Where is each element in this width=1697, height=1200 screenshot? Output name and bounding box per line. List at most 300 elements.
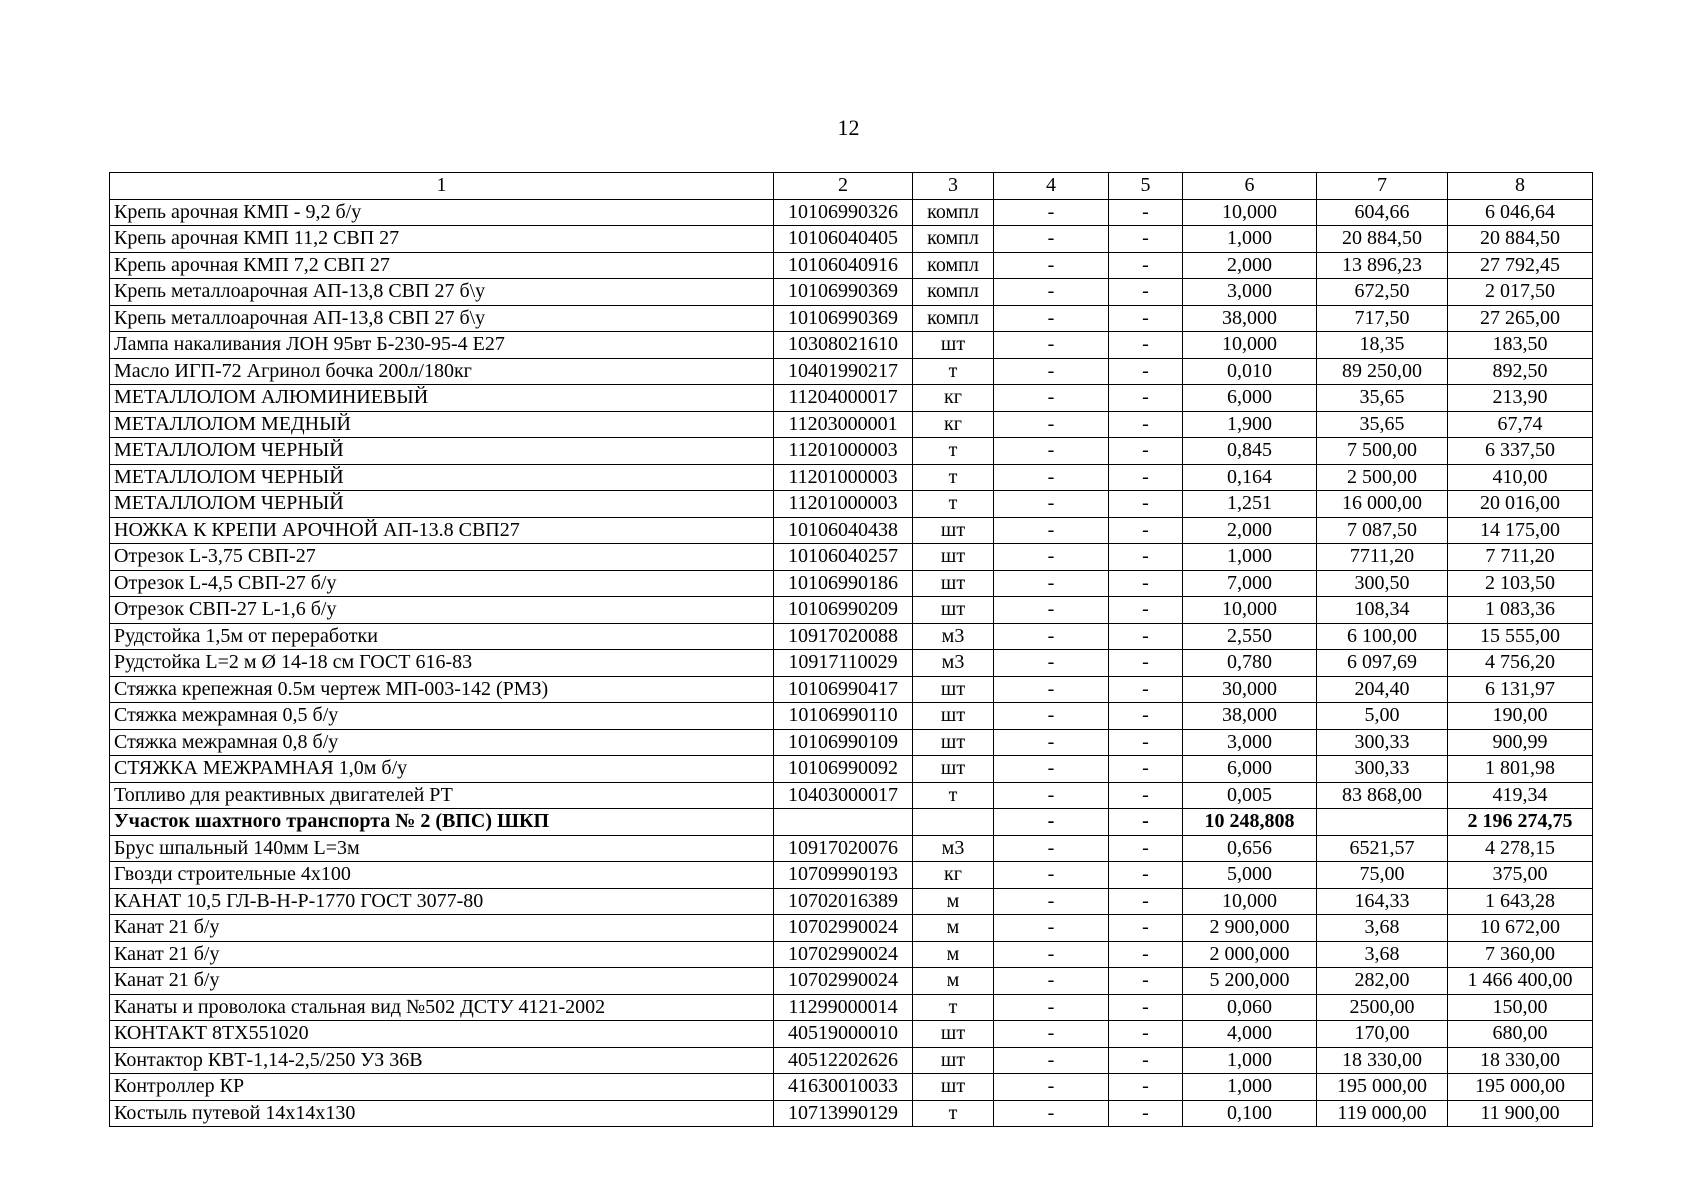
item-code-cell: 10106990109: [774, 729, 913, 756]
item-name-cell: Топливо для реактивных двигателей РТ: [110, 782, 774, 809]
table-row: [110, 915, 1593, 942]
col5-cell: -: [1109, 385, 1183, 412]
quantity-cell: 0,005: [1183, 782, 1317, 809]
item-name-cell: Канаты и проволока стальная вид №502 ДСТУ 4121-2002: [110, 994, 774, 1021]
unit-cell: кг: [913, 411, 994, 438]
unit-cell: шт: [913, 517, 994, 544]
item-name-cell: КОНТАКТ 8ТХ551020: [110, 1021, 774, 1048]
price-cell: 3,68: [1317, 915, 1448, 942]
item-name-cell: МЕТАЛЛОЛОМ АЛЮМИНИЕВЫЙ: [110, 385, 774, 412]
quantity-cell: 6,000: [1183, 756, 1317, 783]
col5-cell: -: [1109, 570, 1183, 597]
item-name-cell: Контактор КВТ-1,14-2,5/250 УЗ 36В: [110, 1047, 774, 1074]
unit-cell: шт: [913, 544, 994, 571]
col4-cell: -: [994, 941, 1109, 968]
item-name-cell: МЕТАЛЛОЛОМ МЕДНЫЙ: [110, 411, 774, 438]
table-row: [110, 888, 1593, 915]
table-row: [110, 305, 1593, 332]
price-cell: [1317, 809, 1448, 836]
table-row: [110, 226, 1593, 253]
sum-cell: 6 337,50: [1448, 438, 1593, 465]
item-name-cell: МЕТАЛЛОЛОМ ЧЕРНЫЙ: [110, 438, 774, 465]
col4-cell: -: [994, 1100, 1109, 1127]
item-name-cell: Масло ИГП-72 Агринол бочка 200л/180кг: [110, 358, 774, 385]
column-header: 3: [913, 173, 994, 200]
col5-cell: -: [1109, 809, 1183, 836]
quantity-cell: 38,000: [1183, 305, 1317, 332]
item-code-cell: 10702016389: [774, 888, 913, 915]
col5-cell: -: [1109, 623, 1183, 650]
quantity-cell: 10,000: [1183, 199, 1317, 226]
item-code-cell: 40512202626: [774, 1047, 913, 1074]
item-name-cell: Крепь арочная КМП - 9,2 б/у: [110, 199, 774, 226]
unit-cell: компл: [913, 252, 994, 279]
sum-cell: 1 643,28: [1448, 888, 1593, 915]
sum-cell: 900,99: [1448, 729, 1593, 756]
item-code-cell: 11299000014: [774, 994, 913, 1021]
sum-cell: 1 083,36: [1448, 597, 1593, 624]
sum-cell: 195 000,00: [1448, 1074, 1593, 1101]
price-cell: 7 087,50: [1317, 517, 1448, 544]
price-cell: 204,40: [1317, 676, 1448, 703]
unit-cell: компл: [913, 305, 994, 332]
item-code-cell: 10106990209: [774, 597, 913, 624]
item-name-cell: Крепь арочная КМП 7,2 СВП 27: [110, 252, 774, 279]
table-row: [110, 1047, 1593, 1074]
unit-cell: шт: [913, 570, 994, 597]
price-cell: 300,33: [1317, 729, 1448, 756]
col4-cell: -: [994, 756, 1109, 783]
col5-cell: -: [1109, 835, 1183, 862]
item-name-cell: МЕТАЛЛОЛОМ ЧЕРНЫЙ: [110, 491, 774, 518]
column-header: 5: [1109, 173, 1183, 200]
sum-cell: 7 360,00: [1448, 941, 1593, 968]
table-row: [110, 438, 1593, 465]
item-name-cell: Крепь металлоарочная АП-13,8 СВП 27 б\у: [110, 305, 774, 332]
price-cell: 3,68: [1317, 941, 1448, 968]
unit-cell: шт: [913, 332, 994, 359]
unit-cell: компл: [913, 226, 994, 253]
sum-cell: 6 131,97: [1448, 676, 1593, 703]
item-code-cell: 10106040405: [774, 226, 913, 253]
unit-cell: шт: [913, 1074, 994, 1101]
item-name-cell: Рудстойка L=2 м Ø 14-18 см ГОСТ 616-83: [110, 650, 774, 677]
item-code-cell: 10403000017: [774, 782, 913, 809]
item-code-cell: 11203000001: [774, 411, 913, 438]
price-cell: 108,34: [1317, 597, 1448, 624]
item-name-cell: СТЯЖКА МЕЖРАМНАЯ 1,0м б/у: [110, 756, 774, 783]
table-row: [110, 703, 1593, 730]
item-name-cell: Контроллер КР: [110, 1074, 774, 1101]
page-number: 12: [837, 115, 860, 140]
quantity-cell: 10,000: [1183, 888, 1317, 915]
item-code-cell: 10106040916: [774, 252, 913, 279]
column-header: 1: [110, 173, 774, 200]
col5-cell: -: [1109, 491, 1183, 518]
section-total-row: [110, 809, 1593, 836]
unit-cell: т: [913, 994, 994, 1021]
table-row: [110, 491, 1593, 518]
col4-cell: -: [994, 862, 1109, 889]
col5-cell: -: [1109, 411, 1183, 438]
unit-cell: м: [913, 968, 994, 995]
quantity-cell: 5 200,000: [1183, 968, 1317, 995]
price-cell: 5,00: [1317, 703, 1448, 730]
sum-cell: 2 103,50: [1448, 570, 1593, 597]
column-header: 4: [994, 173, 1109, 200]
col5-cell: -: [1109, 862, 1183, 889]
column-header: 2: [774, 173, 913, 200]
quantity-cell: 2 900,000: [1183, 915, 1317, 942]
item-name-cell: Канат 21 б/у: [110, 968, 774, 995]
table-row: [110, 994, 1593, 1021]
col5-cell: -: [1109, 1021, 1183, 1048]
sum-cell: 190,00: [1448, 703, 1593, 730]
quantity-cell: 0,100: [1183, 1100, 1317, 1127]
quantity-cell: 0,010: [1183, 358, 1317, 385]
col4-cell: -: [994, 252, 1109, 279]
col4-cell: -: [994, 888, 1109, 915]
col5-cell: -: [1109, 1047, 1183, 1074]
price-cell: 13 896,23: [1317, 252, 1448, 279]
col4-cell: -: [994, 332, 1109, 359]
item-name-cell: Крепь металлоарочная АП-13,8 СВП 27 б\у: [110, 279, 774, 306]
quantity-cell: 1,000: [1183, 544, 1317, 571]
item-code-cell: 11201000003: [774, 438, 913, 465]
quantity-cell: 10,000: [1183, 597, 1317, 624]
price-cell: 717,50: [1317, 305, 1448, 332]
table-row: [110, 835, 1593, 862]
table-row: [110, 1100, 1593, 1127]
quantity-cell: 0,780: [1183, 650, 1317, 677]
item-code-cell: 10106990326: [774, 199, 913, 226]
col5-cell: -: [1109, 279, 1183, 306]
col5-cell: -: [1109, 517, 1183, 544]
item-name-cell: МЕТАЛЛОЛОМ ЧЕРНЫЙ: [110, 464, 774, 491]
item-name-cell: Гвозди строительные 4х100: [110, 862, 774, 889]
quantity-cell: 38,000: [1183, 703, 1317, 730]
item-name-cell: Канат 21 б/у: [110, 915, 774, 942]
col5-cell: -: [1109, 464, 1183, 491]
quantity-cell: 2,000: [1183, 252, 1317, 279]
col4-cell: -: [994, 491, 1109, 518]
sum-cell: 27 265,00: [1448, 305, 1593, 332]
item-name-cell: Лампа накаливания ЛОН 95вт Б-230-95-4 Е27: [110, 332, 774, 359]
sum-cell: 150,00: [1448, 994, 1593, 1021]
sum-cell: 2 017,50: [1448, 279, 1593, 306]
item-name-cell: Участок шахтного транспорта № 2 (ВПС) ШКП: [110, 809, 774, 836]
item-code-cell: 10702990024: [774, 941, 913, 968]
unit-cell: шт: [913, 1021, 994, 1048]
col4-cell: -: [994, 544, 1109, 571]
col5-cell: -: [1109, 676, 1183, 703]
sum-cell: 213,90: [1448, 385, 1593, 412]
col5-cell: -: [1109, 888, 1183, 915]
item-code-cell: 10106990186: [774, 570, 913, 597]
item-name-cell: Отрезок СВП-27 L-1,6 б/у: [110, 597, 774, 624]
col5-cell: -: [1109, 994, 1183, 1021]
col4-cell: -: [994, 968, 1109, 995]
col5-cell: -: [1109, 968, 1183, 995]
unit-cell: шт: [913, 676, 994, 703]
item-code-cell: 40519000010: [774, 1021, 913, 1048]
sum-cell: 20 016,00: [1448, 491, 1593, 518]
item-code-cell: 10106040257: [774, 544, 913, 571]
item-name-cell: Рудстойка 1,5м от переработки: [110, 623, 774, 650]
item-code-cell: 10308021610: [774, 332, 913, 359]
unit-cell: т: [913, 491, 994, 518]
item-code-cell: 10917110029: [774, 650, 913, 677]
col5-cell: -: [1109, 756, 1183, 783]
table-row: [110, 332, 1593, 359]
table-row: [110, 941, 1593, 968]
unit-cell: шт: [913, 1047, 994, 1074]
item-name-cell: Стяжка межрамная 0,5 б/у: [110, 703, 774, 730]
col5-cell: -: [1109, 915, 1183, 942]
quantity-cell: 10 248,808: [1183, 809, 1317, 836]
table-row: [110, 464, 1593, 491]
item-name-cell: КАНАТ 10,5 ГЛ-В-Н-Р-1770 ГОСТ 3077-80: [110, 888, 774, 915]
item-code-cell: 10106040438: [774, 517, 913, 544]
col5-cell: -: [1109, 438, 1183, 465]
sum-cell: 15 555,00: [1448, 623, 1593, 650]
item-code-cell: 10401990217: [774, 358, 913, 385]
table-row: [110, 756, 1593, 783]
sum-cell: 14 175,00: [1448, 517, 1593, 544]
col5-cell: -: [1109, 1100, 1183, 1127]
quantity-cell: 1,900: [1183, 411, 1317, 438]
col5-cell: -: [1109, 782, 1183, 809]
price-cell: 7711,20: [1317, 544, 1448, 571]
unit-cell: м3: [913, 623, 994, 650]
unit-cell: т: [913, 464, 994, 491]
table-body: [110, 173, 1593, 1127]
col4-cell: -: [994, 915, 1109, 942]
col5-cell: -: [1109, 358, 1183, 385]
sum-cell: 4 278,15: [1448, 835, 1593, 862]
quantity-cell: 5,000: [1183, 862, 1317, 889]
quantity-cell: 0,656: [1183, 835, 1317, 862]
item-code-cell: 41630010033: [774, 1074, 913, 1101]
unit-cell: кг: [913, 385, 994, 412]
col5-cell: -: [1109, 941, 1183, 968]
table-row: [110, 385, 1593, 412]
unit-cell: т: [913, 358, 994, 385]
item-name-cell: Брус шпальный 140мм L=3м: [110, 835, 774, 862]
item-code-cell: 11204000017: [774, 385, 913, 412]
price-cell: 2 500,00: [1317, 464, 1448, 491]
quantity-cell: 10,000: [1183, 332, 1317, 359]
sum-cell: 18 330,00: [1448, 1047, 1593, 1074]
quantity-cell: 0,060: [1183, 994, 1317, 1021]
table-row: [110, 782, 1593, 809]
col4-cell: -: [994, 385, 1109, 412]
item-name-cell: Крепь арочная КМП 11,2 СВП 27: [110, 226, 774, 253]
unit-cell: м: [913, 941, 994, 968]
sum-cell: 67,74: [1448, 411, 1593, 438]
price-cell: 282,00: [1317, 968, 1448, 995]
col5-cell: -: [1109, 332, 1183, 359]
unit-cell: шт: [913, 729, 994, 756]
item-code-cell: [774, 809, 913, 836]
col4-cell: -: [994, 1047, 1109, 1074]
item-code-cell: 10106990369: [774, 305, 913, 332]
item-code-cell: 10917020088: [774, 623, 913, 650]
table-row: [110, 570, 1593, 597]
col4-cell: -: [994, 226, 1109, 253]
col5-cell: -: [1109, 597, 1183, 624]
table-row: [110, 517, 1593, 544]
price-cell: 20 884,50: [1317, 226, 1448, 253]
price-cell: 195 000,00: [1317, 1074, 1448, 1101]
col4-cell: -: [994, 597, 1109, 624]
quantity-cell: 1,251: [1183, 491, 1317, 518]
col4-cell: -: [994, 623, 1109, 650]
price-cell: 604,66: [1317, 199, 1448, 226]
quantity-cell: 0,845: [1183, 438, 1317, 465]
col5-cell: -: [1109, 703, 1183, 730]
item-code-cell: 10106990417: [774, 676, 913, 703]
unit-cell: компл: [913, 279, 994, 306]
sum-cell: 419,34: [1448, 782, 1593, 809]
price-cell: 89 250,00: [1317, 358, 1448, 385]
sum-cell: 10 672,00: [1448, 915, 1593, 942]
col4-cell: -: [994, 358, 1109, 385]
item-code-cell: 10702990024: [774, 968, 913, 995]
sum-cell: 6 046,64: [1448, 199, 1593, 226]
col4-cell: -: [994, 570, 1109, 597]
item-name-cell: Канат 21 б/у: [110, 941, 774, 968]
price-cell: 83 868,00: [1317, 782, 1448, 809]
sum-cell: 4 756,20: [1448, 650, 1593, 677]
quantity-cell: 1,000: [1183, 1074, 1317, 1101]
col5-cell: -: [1109, 650, 1183, 677]
sum-cell: 410,00: [1448, 464, 1593, 491]
col4-cell: -: [994, 782, 1109, 809]
unit-cell: м: [913, 915, 994, 942]
unit-cell: т: [913, 782, 994, 809]
item-name-cell: Костыль путевой 14х14х130: [110, 1100, 774, 1127]
price-cell: 170,00: [1317, 1021, 1448, 1048]
quantity-cell: 2,000: [1183, 517, 1317, 544]
table-header-row: [110, 173, 1593, 200]
col5-cell: -: [1109, 252, 1183, 279]
table-row: [110, 279, 1593, 306]
price-cell: 119 000,00: [1317, 1100, 1448, 1127]
table-row: [110, 729, 1593, 756]
price-cell: 75,00: [1317, 862, 1448, 889]
table-row: [110, 1074, 1593, 1101]
column-header: 6: [1183, 173, 1317, 200]
price-cell: 672,50: [1317, 279, 1448, 306]
col5-cell: -: [1109, 226, 1183, 253]
sum-cell: 2 196 274,75: [1448, 809, 1593, 836]
table-row: [110, 623, 1593, 650]
unit-cell: м3: [913, 650, 994, 677]
col5-cell: -: [1109, 199, 1183, 226]
col4-cell: -: [994, 676, 1109, 703]
col5-cell: -: [1109, 1074, 1183, 1101]
col4-cell: -: [994, 517, 1109, 544]
quantity-cell: 6,000: [1183, 385, 1317, 412]
sum-cell: 183,50: [1448, 332, 1593, 359]
item-name-cell: НОЖКА К КРЕПИ АРОЧНОЙ АП-13.8 СВП27: [110, 517, 774, 544]
col4-cell: -: [994, 650, 1109, 677]
quantity-cell: 3,000: [1183, 279, 1317, 306]
unit-cell: т: [913, 438, 994, 465]
table-row: [110, 199, 1593, 226]
table-row: [110, 862, 1593, 889]
item-code-cell: 11201000003: [774, 464, 913, 491]
col4-cell: -: [994, 464, 1109, 491]
unit-cell: [913, 809, 994, 836]
price-cell: 6 097,69: [1317, 650, 1448, 677]
sum-cell: 11 900,00: [1448, 1100, 1593, 1127]
quantity-cell: 4,000: [1183, 1021, 1317, 1048]
item-code-cell: 10106990092: [774, 756, 913, 783]
table-row: [110, 968, 1593, 995]
quantity-cell: 2,550: [1183, 623, 1317, 650]
col4-cell: -: [994, 835, 1109, 862]
col4-cell: -: [994, 305, 1109, 332]
col4-cell: -: [994, 1021, 1109, 1048]
sum-cell: 1 466 400,00: [1448, 968, 1593, 995]
unit-cell: шт: [913, 703, 994, 730]
table-row: [110, 411, 1593, 438]
col5-cell: -: [1109, 544, 1183, 571]
table-row: [110, 544, 1593, 571]
unit-cell: шт: [913, 756, 994, 783]
unit-cell: т: [913, 1100, 994, 1127]
quantity-cell: 1,000: [1183, 226, 1317, 253]
table-row: [110, 1021, 1593, 1048]
quantity-cell: 1,000: [1183, 1047, 1317, 1074]
item-code-cell: 10713990129: [774, 1100, 913, 1127]
price-cell: 35,65: [1317, 385, 1448, 412]
table-row: [110, 252, 1593, 279]
sum-cell: 1 801,98: [1448, 756, 1593, 783]
price-cell: 35,65: [1317, 411, 1448, 438]
price-cell: 16 000,00: [1317, 491, 1448, 518]
sum-cell: 7 711,20: [1448, 544, 1593, 571]
item-code-cell: 10709990193: [774, 862, 913, 889]
unit-cell: шт: [913, 597, 994, 624]
sum-cell: 680,00: [1448, 1021, 1593, 1048]
price-cell: 300,50: [1317, 570, 1448, 597]
col5-cell: -: [1109, 305, 1183, 332]
item-code-cell: 10702990024: [774, 915, 913, 942]
item-code-cell: 10917020076: [774, 835, 913, 862]
quantity-cell: 30,000: [1183, 676, 1317, 703]
col4-cell: -: [994, 703, 1109, 730]
price-cell: 300,33: [1317, 756, 1448, 783]
unit-cell: кг: [913, 862, 994, 889]
table-row: [110, 650, 1593, 677]
item-name-cell: Отрезок L-3,75 СВП-27: [110, 544, 774, 571]
col4-cell: -: [994, 729, 1109, 756]
price-cell: 164,33: [1317, 888, 1448, 915]
column-header: 8: [1448, 173, 1593, 200]
col4-cell: -: [994, 994, 1109, 1021]
item-name-cell: Отрезок L-4,5 СВП-27 б/у: [110, 570, 774, 597]
item-code-cell: 10106990110: [774, 703, 913, 730]
col4-cell: -: [994, 199, 1109, 226]
price-cell: 2500,00: [1317, 994, 1448, 1021]
price-cell: 6 100,00: [1317, 623, 1448, 650]
unit-cell: м: [913, 888, 994, 915]
column-header: 7: [1317, 173, 1448, 200]
table-row: [110, 597, 1593, 624]
